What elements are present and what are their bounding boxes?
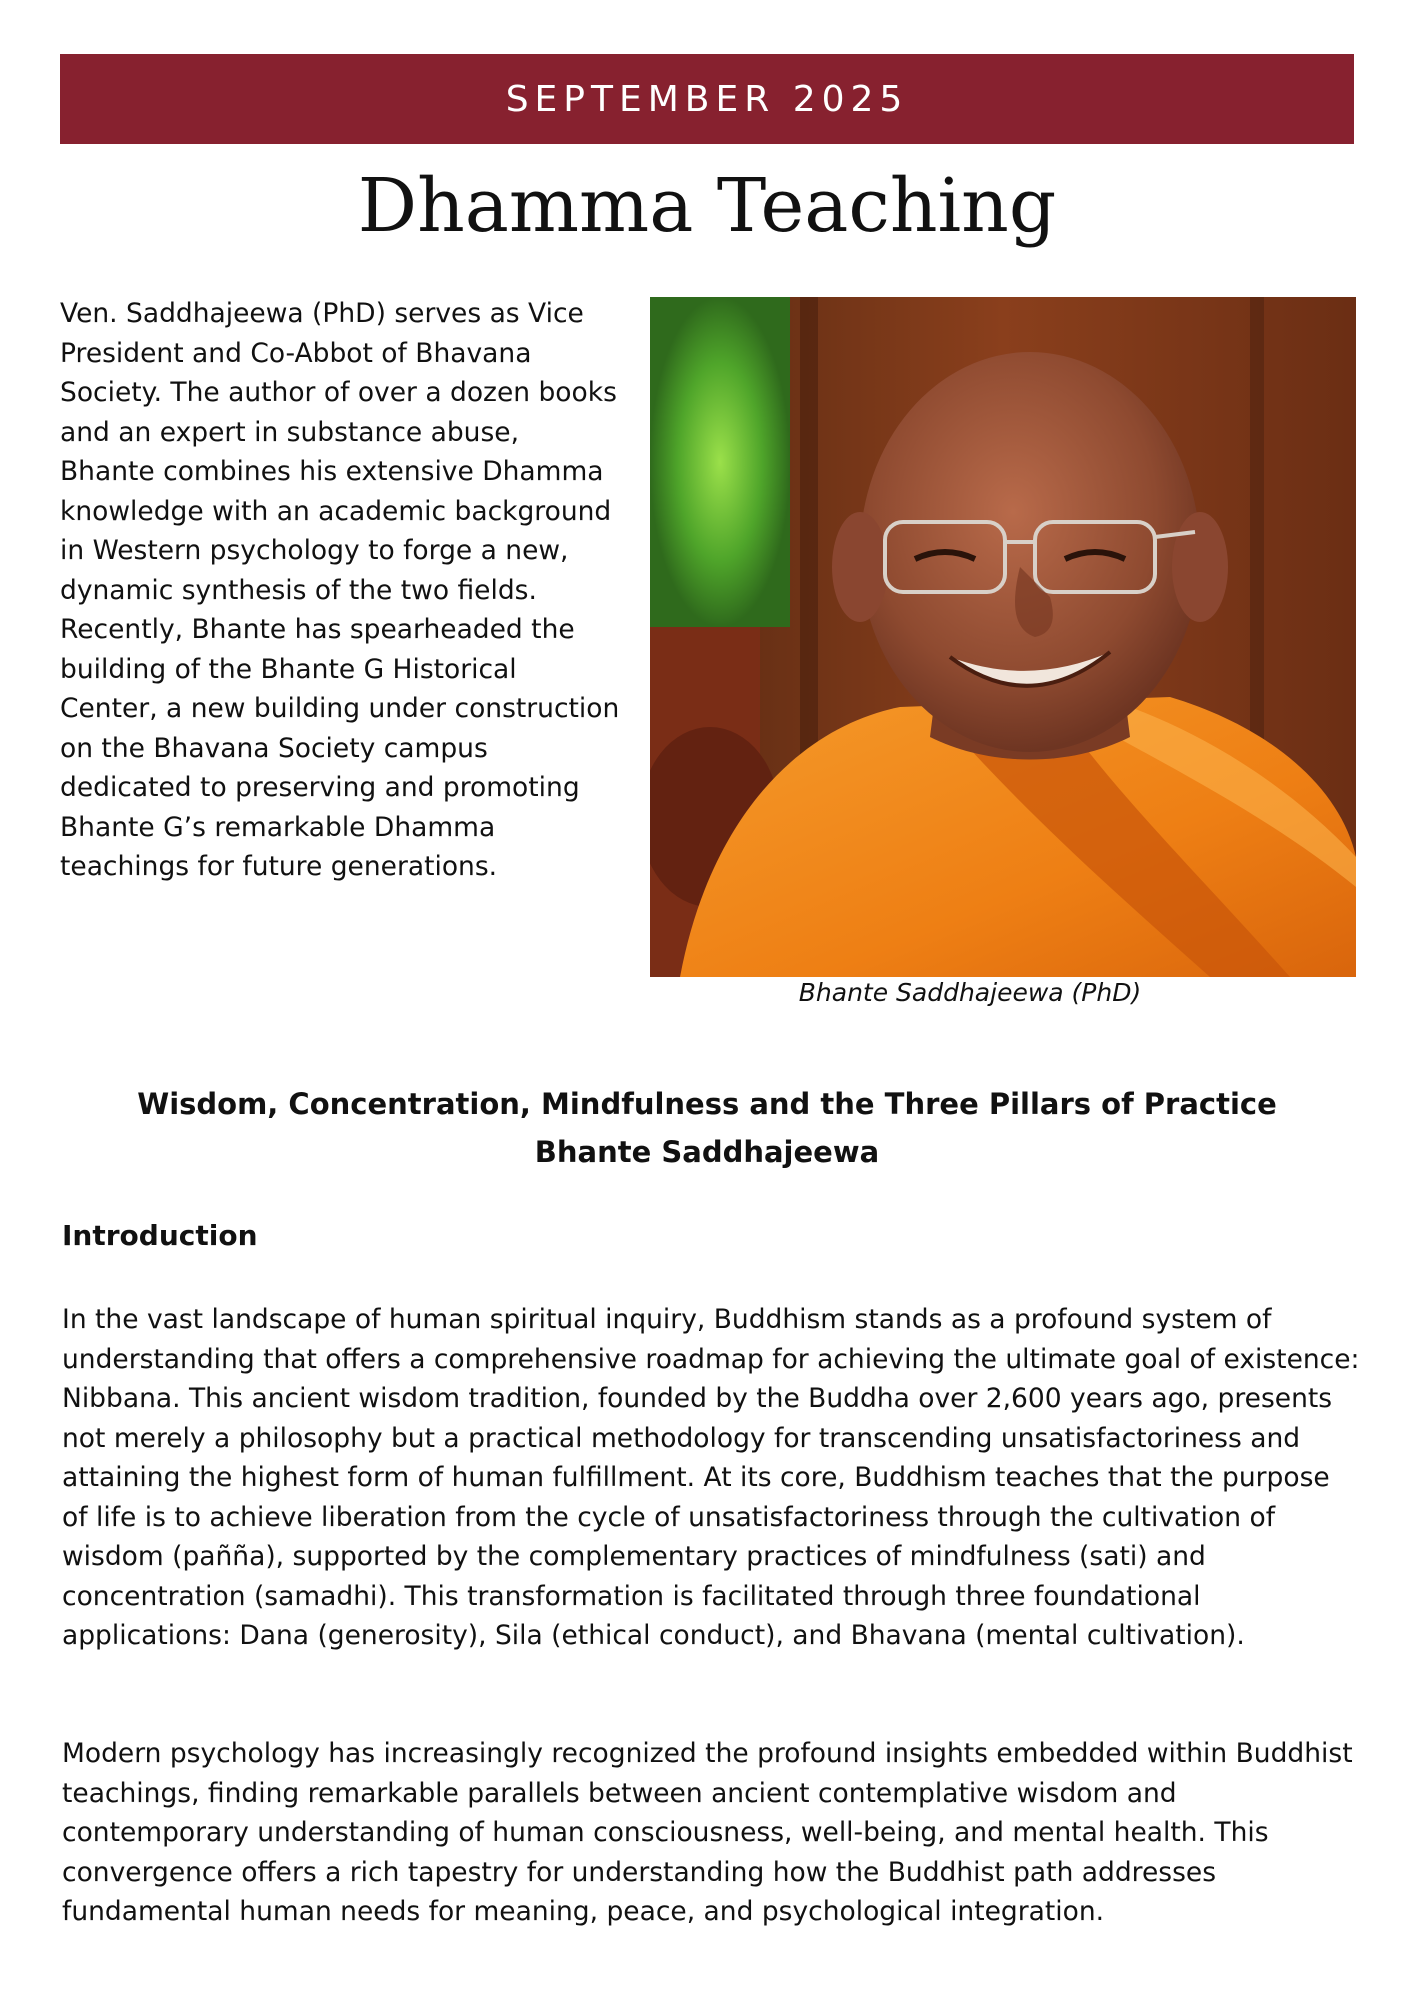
body-paragraph: Modern psychology has increasingly recognized the profound insights embedded within Buddhist teachings, finding remarkable parallels between ancient contemplative wisdom and contemporary understanding of human consciousness, well-being, and mental health. This convergence offers a rich tapestry for understanding how the Buddhist path addresses fundamental human needs for meaning, peace, and psychological integration.	[62, 1738, 1353, 1927]
month-banner-text: SEPTEMBER 2025	[505, 78, 909, 120]
section-heading-introduction: Introduction	[62, 1219, 258, 1252]
article-author: Bhante Saddhajeewa	[534, 1135, 880, 1169]
portrait-photo	[650, 297, 1356, 977]
body-paragraph: In the vast landscape of human spiritual inquiry, Buddhism stands as a profound system of understanding that offers a comprehensive roadmap for achieving the ultimate goal of existence: Nibbana. This ancient wisdom tradition, founded by the Buddha over 2,600 years ago, presents not merely a philosophy but a practical methodology for transcending unsatisfactoriness and attaining the highest form of human fulfillment. At its core, Buddhism teaches that the purpose of life is to achieve liberation from the cycle of unsatisfactoriness through the cultivation of wisdom (pañña), supported by the complementary practices of mindfulness (sati) and concentration (samadhi). This transformation is facilitated through three foundational applications: Dana (generosity), Sila (ethical conduct), and Bhavana (mental cultivation).	[62, 1304, 1360, 1651]
article-heading	[60, 1080, 1354, 1176]
month-banner	[60, 54, 1354, 144]
bio-paragraph: Ven. Saddhajeewa (PhD) serves as Vice President and Co-Abbot of Bhavana Society. The author of over a dozen books and an expert in substance abuse, Bhante combines his extensive Dhamma knowledge with an academic background in Western psychology to forge a new, dynamic synthesis of the two fields. Recently, Bhante has spearheaded the building of the Bhante G Historical Center, a new building under construction on the Bhavana Society campus dedicated to preserving and promoting Bhante G’s remarkable Dhamma teachings for future generations.	[60, 298, 620, 882]
photo-caption: Bhante Saddhajeewa (PhD)	[798, 978, 1142, 1007]
article-title: Wisdom, Concentration, Mindfulness and the Three Pillars of Practice	[137, 1087, 1277, 1121]
page-title: Dhamma Teaching	[357, 163, 1057, 249]
